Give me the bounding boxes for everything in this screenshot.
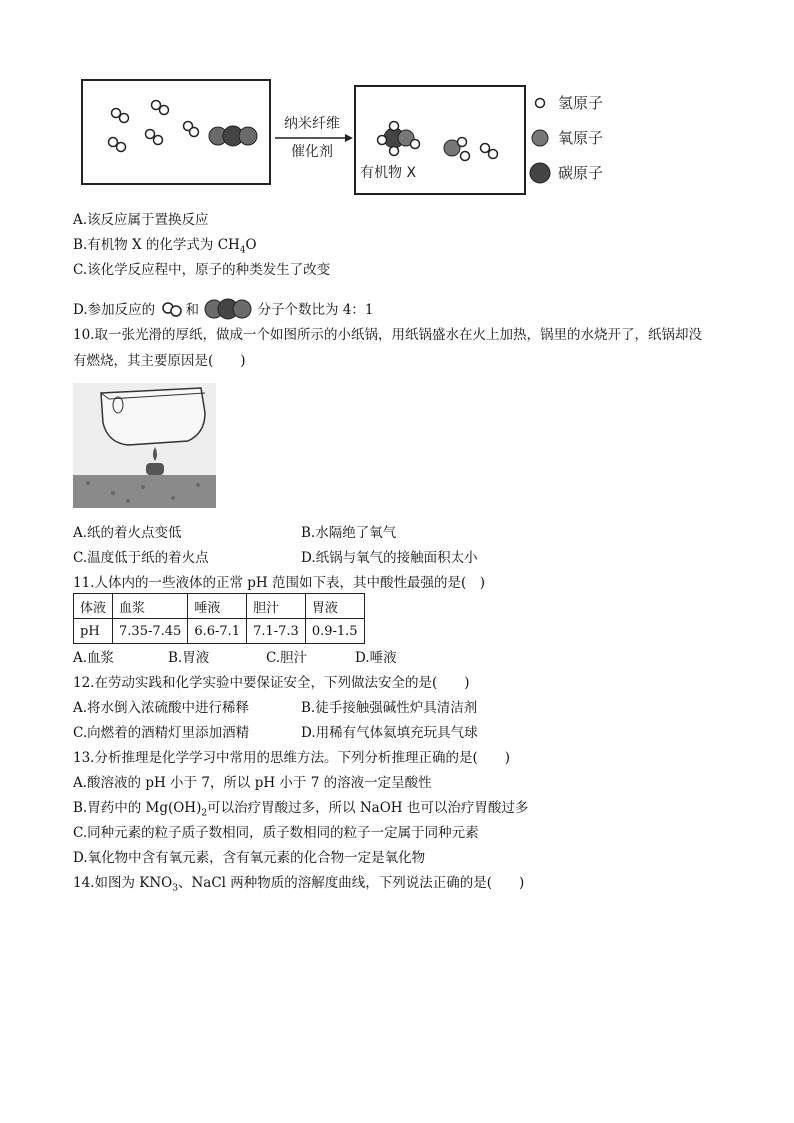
q11-option-a: A.血浆 xyxy=(73,650,115,666)
table-cell: 胃液 xyxy=(305,594,364,619)
q12-option-b: B.徒手接触强碱性炉具清洁剂 xyxy=(301,700,478,716)
paper-pot-figure xyxy=(73,383,216,508)
q13-option-a: A.酸溶液的 pH 小于 7，所以 pH 小于 7 的溶液一定呈酸性 xyxy=(73,775,432,791)
table-cell: 唾液 xyxy=(188,594,247,619)
table-cell: 0.9-1.5 xyxy=(305,619,364,644)
q13-option-b: B.胃药中的 $Mg(OH)_2$可以治疗胃酸过多，所以 NaOH 也可以治疗胃酸过多 xyxy=(73,800,529,819)
reaction-diagram xyxy=(80,76,640,200)
table-cell: 6.6-7.1 xyxy=(188,619,247,644)
q11-option-b: B.胃液 xyxy=(168,650,210,666)
q9-option-d: D.参加反应的 和 分子个数比为 4：1 xyxy=(73,298,374,320)
table-cell: pH xyxy=(74,619,113,644)
table-cell: 胆汁 xyxy=(247,594,306,619)
q11-option-c: C.胆汁 xyxy=(266,650,308,666)
q11-option-d: D.唾液 xyxy=(355,650,397,666)
q12-option-a: A.将水倒入浓硫酸中进行稀释 xyxy=(73,700,250,716)
table-row xyxy=(74,594,365,619)
q11-stem: 11.人体内的一些液体的正常 pH 范围如下表，其中酸性最强的是( ) xyxy=(73,575,485,591)
q9-option-a: A.该反应属于置换反应 xyxy=(73,212,209,228)
legend-oxygen: 氧原子 xyxy=(558,129,604,147)
q10-option-b: B.水隔绝了氧气 xyxy=(301,525,397,541)
q10-stem-line-1: 10.取一张光滑的厚纸，做成一个如图所示的小纸锅，用纸锅盛水在火上加热，锅里的水烧开了，纸锅却没 xyxy=(73,327,702,343)
q9-option-c: C.该化学反应程中，原子的种类发生了改变 xyxy=(73,262,331,278)
legend-hydrogen: 氢原子 xyxy=(558,94,604,112)
q13-option-d: D.氧化物中含有氧元素，含有氧元素的化合物一定是氧化物 xyxy=(73,850,426,866)
q12-option-d: D.用稀有气体氦填充玩具气球 xyxy=(301,725,478,741)
q9-option-b: B.有机物 X 的化学式为 $CH_4O$ xyxy=(73,237,257,256)
arrow-label-catalyst-1: 纳米纤维 xyxy=(284,116,340,132)
product-label: 有机物 X xyxy=(360,165,417,181)
table-cell: 7.1-7.3 xyxy=(247,619,306,644)
q12-stem: 12.在劳动实践和化学实验中要保证安全，下列做法安全的是( ) xyxy=(73,675,470,691)
q10-option-d: D.纸锅与氧气的接触面积太小 xyxy=(301,550,478,566)
carbon-dioxide-molecule-icon xyxy=(203,298,253,320)
table-row xyxy=(74,619,365,644)
q13-stem: 13.分析推理是化学学习中常用的思维方法。下列分析推理正确的是( ) xyxy=(73,750,511,766)
hydrogen-molecule-icon xyxy=(159,300,185,318)
q13-option-c: C.同种元素的粒子质子数相同，质子数相同的粒子一定属于同种元素 xyxy=(73,825,479,841)
table-cell: 7.35-7.45 xyxy=(113,619,188,644)
q10-stem-line-2: 有燃烧，其主要原因是( ) xyxy=(73,353,246,369)
q10-option-c: C.温度低于纸的着火点 xyxy=(73,550,209,566)
arrow-label-catalyst-2: 催化剂 xyxy=(291,144,333,160)
ph-table xyxy=(73,593,365,644)
q12-option-c: C.向燃着的酒精灯里添加酒精 xyxy=(73,725,250,741)
table-cell: 体液 xyxy=(74,594,113,619)
q14-stem: 14.如图为 $KNO_3$、NaCl 两种物质的溶解度曲线，下列说法正确的是( ) xyxy=(73,875,525,894)
q10-option-a: A.纸的着火点变低 xyxy=(73,525,182,541)
table-cell: 血浆 xyxy=(113,594,188,619)
legend-carbon: 碳原子 xyxy=(558,164,604,182)
